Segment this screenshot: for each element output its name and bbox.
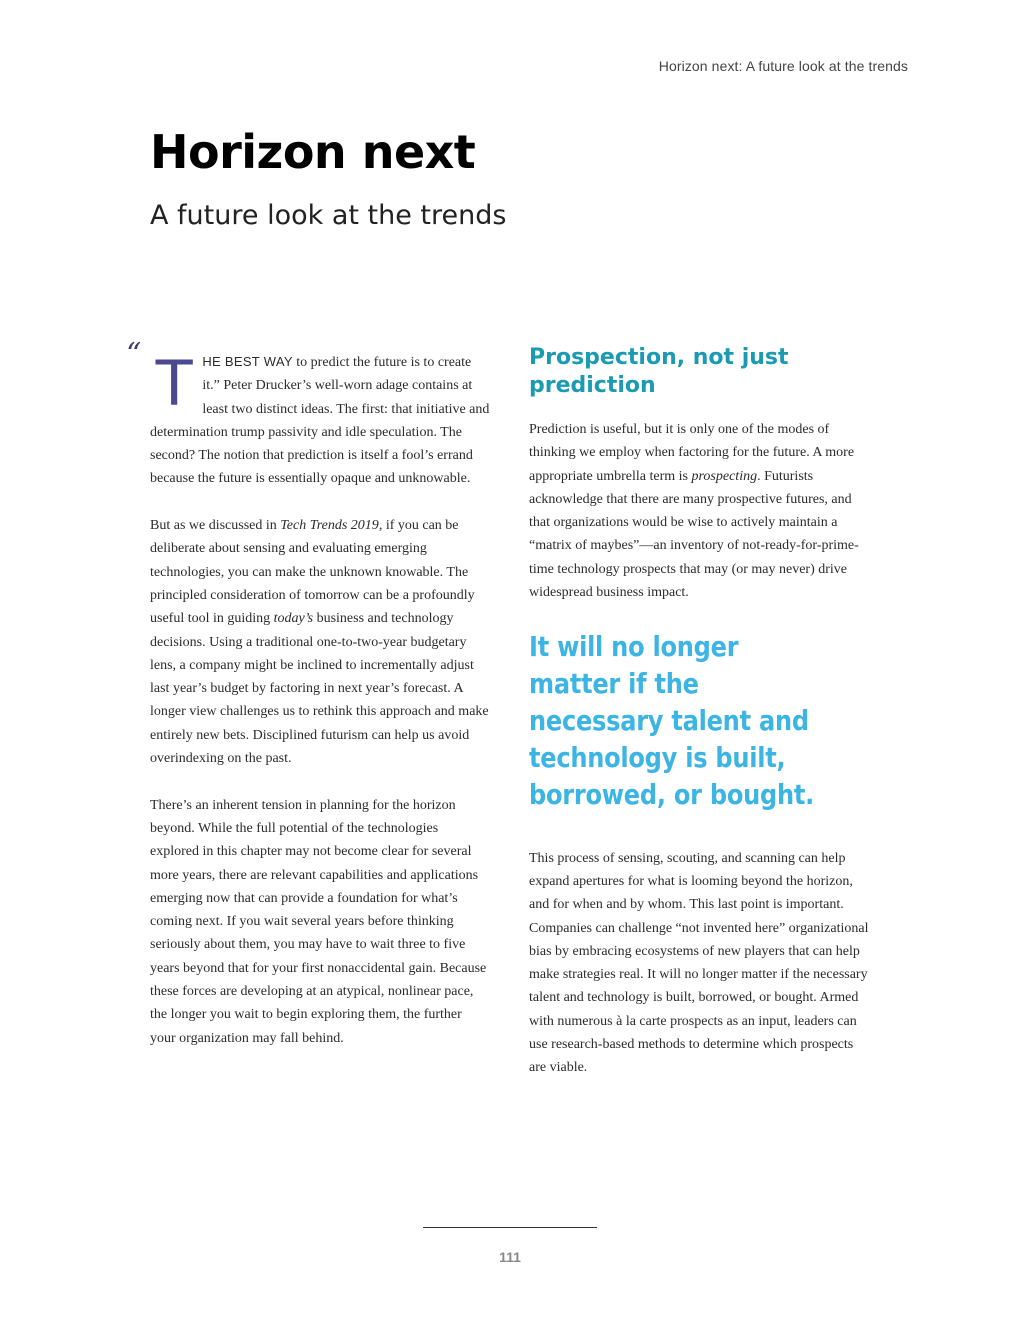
opening-quote-mark: “ (126, 337, 142, 372)
running-head: Horizon next: A future look at the trends (658, 58, 908, 74)
lead-in: HE BEST WAY (202, 354, 293, 369)
body-paragraph-2 (150, 514, 490, 770)
sensing-paragraph: This process of sensing, scouting, and scanning can help expand apertures for what is looming beyond the horizon, and for when and by whom. This last point is important. Companies can challenge “not invented here” organizational bias by embracing ecosystems of new players that can help make strategies real. It will no longer matter if the necessary talent and technology is built, borrowed, or bought. Armed with numerous à la carte prospects as an input, leaders can use research-based methods to determine which prospects are viable. (529, 850, 869, 1076)
section-heading: Prospection, not just prediction (529, 345, 789, 398)
intro-paragraph-text: to predict the future is to create it.” Peter Drucker’s well-worn adage contains at least two distinct ideas. The first: that initiative and determination trump passivity and idle speculation. The second? The notion that prediction is itself a fool’s errand because the future is essentially opaque and unknowable. (150, 355, 490, 487)
emphasis: today’s (273, 611, 314, 627)
right-column (529, 345, 869, 1103)
text-run: But as we discussed in (150, 518, 281, 534)
text-run: business and technology decisions. Using a traditional one-to-two-year budgetary lens, a company might be inclined to incrementally adjust last year’s budget by factoring in next year’s forecast. A longer view challenges us to rethink this approach and make entirely new bets. Disciplined futurism can help us avoid overindexing on the past. (150, 611, 489, 767)
page-subtitle: A future look at the trends (150, 200, 507, 231)
prospection-paragraph (529, 418, 869, 604)
publication-title: Tech Trends 2019 (280, 518, 379, 534)
text-run: . Futurists acknowledge that there are many prospective futures, and that organizations would be wise to actively maintain a “matrix of maybes”—an inventory of not-ready-for-prime-time technology prospects that may (or may never) drive widespread business impact. (529, 468, 859, 601)
left-column (150, 345, 490, 1073)
intro-paragraph (150, 345, 490, 491)
emphasis: prospecting (691, 468, 758, 484)
footer-rule (423, 1227, 597, 1228)
drop-cap: T (154, 345, 195, 419)
pull-quote: It will no longer matter if the necessary talent and technology is built, borrowed, or bought. (529, 629, 815, 811)
body-paragraph-3: There’s an inherent tension in planning for the horizon beyond. While the full potential of the technologies explored in this chapter may not become clear for several more years, there are relevant capabilities and applications emerging now that can provide a foundation for what’s coming next. If you wait several years before thinking seriously about them, you may have to wait three to five years beyond that for your first nonaccidental gain. Because these forces are developing at an atypical, nonlinear pace, the longer you wait to begin exploring them, the further your organization may fall behind. (150, 797, 487, 1046)
text-run: , if you can be deliberate about sensing and evaluating emerging technologies, you can make the unknown knowable. The principled consideration of tomorrow can be a profoundly useful tool in guiding (150, 518, 475, 627)
page-number: 111 (499, 1249, 521, 1265)
page-title: Horizon next (150, 125, 476, 179)
text-run: Prediction is useful, but it is only one of the modes of thinking we employ when factoring for the future. A more appropriate umbrella term is (529, 422, 855, 484)
